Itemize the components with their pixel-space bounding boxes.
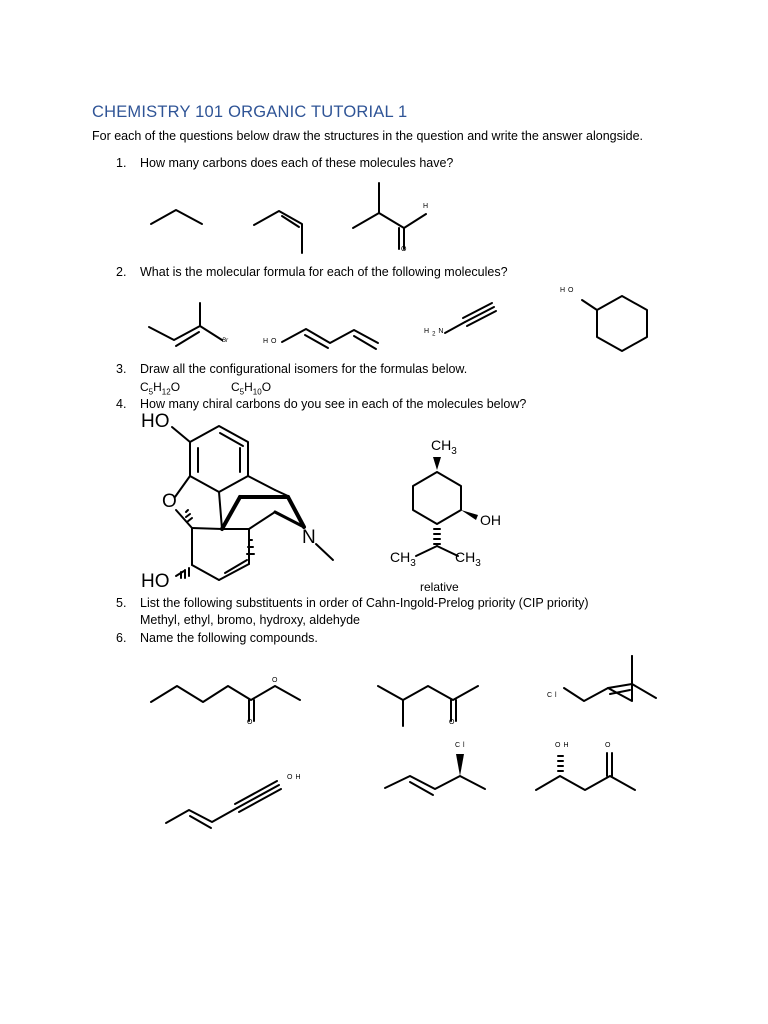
morphine-hydroxyl-bottom: HO xyxy=(141,571,170,592)
hydroxyl-label: OH xyxy=(555,742,572,749)
hydroxy-ketone-skeleton xyxy=(536,776,635,790)
menthol-caption: relative xyxy=(420,580,459,594)
question-text: Name the following compounds. xyxy=(140,631,318,645)
question-text: What is the molecular formula for each of the following molecules? xyxy=(140,265,508,279)
oxygen-label: O xyxy=(247,719,256,726)
chloroalkene-skeleton xyxy=(564,656,632,701)
hydroxyl-label: HO xyxy=(263,338,280,345)
ketone-skeleton xyxy=(378,686,478,700)
menthol-methyl-right: $CH_3$ xyxy=(455,549,481,569)
question-number: 2. xyxy=(116,265,127,279)
chlorine-label: Cl xyxy=(455,742,468,749)
menthol-methyl-left: $CH_3$ xyxy=(390,549,416,569)
hydrogen-label: H xyxy=(423,203,432,210)
chlorine-label: Cl xyxy=(547,692,560,699)
question-number: 1. xyxy=(116,156,127,170)
morphine-ring-oxygen: O xyxy=(162,491,177,512)
ester-skeleton xyxy=(151,686,300,702)
question-number: 3. xyxy=(116,362,127,376)
hydroxyl-label: OH xyxy=(287,774,304,781)
hydroxyl-label: HO xyxy=(560,287,577,294)
menthol-hydroxyl: OH xyxy=(480,512,501,528)
question-5-substituents: Methyl, ethyl, bromo, hydroxy, aldehyde xyxy=(140,613,361,627)
question-text: List the following substituents in order of Cahn-Ingold-Prelog priority (CIP priority) xyxy=(140,596,589,610)
oxygen-label: O xyxy=(605,742,614,749)
intro-text: For each of the questions below draw the structures in the question and write the answer alongside. xyxy=(92,129,644,143)
question-text: Draw all the configurational isomers for the formulas below. xyxy=(140,362,468,376)
menthol-methyl-top: $CH_3$ xyxy=(431,437,457,457)
question-number: 6. xyxy=(116,631,127,645)
oxygen-label: O xyxy=(401,246,410,253)
morphine-hydroxyl-top: HO xyxy=(141,411,170,432)
bromine-label: Br xyxy=(222,338,228,344)
morphine-nitrogen: N xyxy=(302,527,316,548)
question-text: How many chiral carbons do you see in each of the molecules below? xyxy=(140,397,527,411)
question-text: How many carbons does each of these molecules have? xyxy=(140,156,454,170)
chloro-diene-skeleton xyxy=(385,776,485,789)
page-title: CHEMISTRY 101 ORGANIC TUTORIAL 1 xyxy=(92,103,408,121)
enynol-skeleton xyxy=(166,808,237,823)
amine-label: $H_2N$ xyxy=(424,328,447,338)
formula-c5h10o: $C_5H_{10}O$ xyxy=(231,380,272,397)
question-number: 4. xyxy=(116,397,127,411)
question-number: 5. xyxy=(116,596,127,610)
oxygen-label: O xyxy=(449,719,458,726)
formula-c5h12o: $C_5H_{12}O$ xyxy=(140,380,181,397)
oxygen-label: O xyxy=(272,677,281,684)
